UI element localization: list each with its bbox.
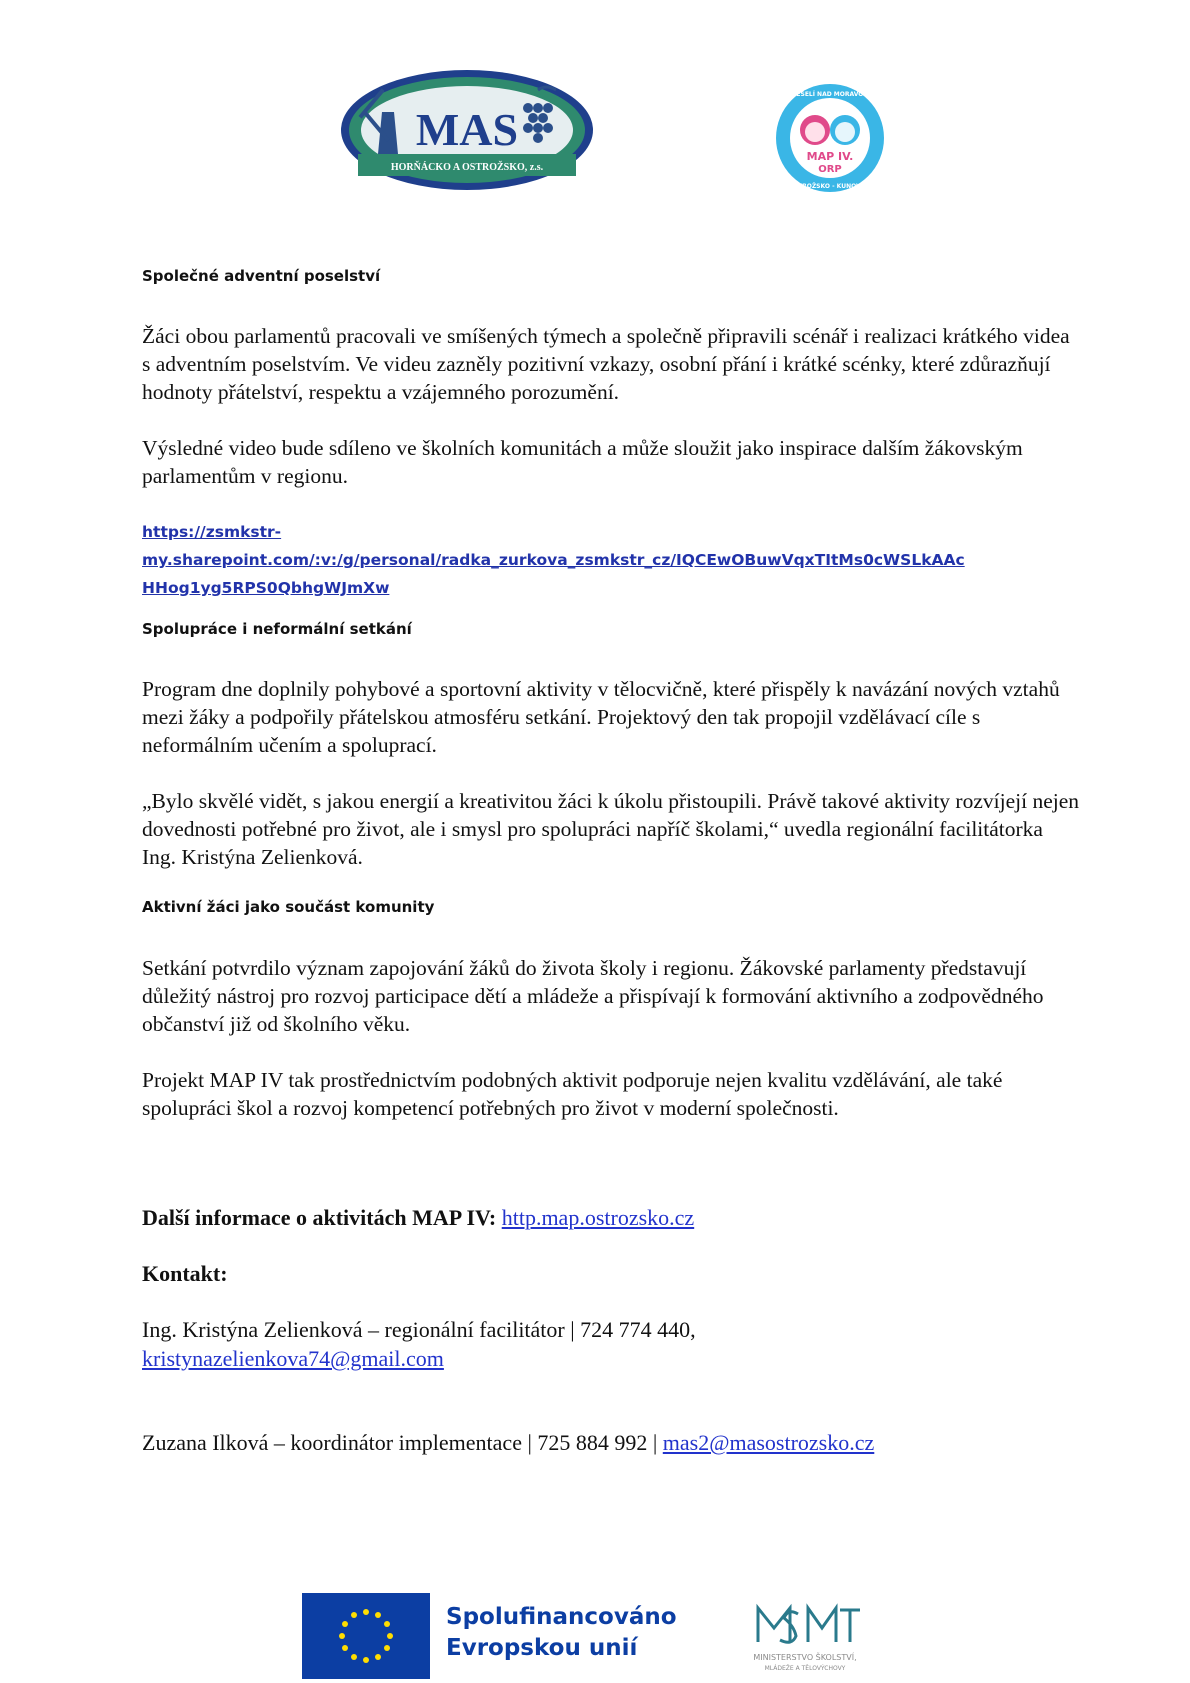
contact-person-1: Ing. Kristýna Zelienková – regionální facilitátor | 724 774 440,	[142, 1317, 696, 1342]
contact-person-2: Zuzana Ilková – koordinátor implementace | 725 884 992 |	[142, 1430, 658, 1455]
paragraph: Projekt MAP IV tak prostřednictvím podobných aktivit podporuje nejen kvalitu vzdělávání, ale také spolupráci škol a rozvoj kompetencí potřebných pro život v moderní společnosti.	[142, 1068, 1003, 1120]
eu-text-line: Spolufinancováno	[446, 1604, 677, 1630]
contact-label: Kontakt:	[142, 1261, 228, 1286]
video-link-line[interactable]: my.sharepoint.com/:v:/g/personal/radka_zurkova_zsmkstr_cz/IQCEwOBuwVqxTItMs0cWSLkAAc	[142, 551, 965, 569]
section-heading: Aktivní žáci jako součást komunity	[142, 898, 435, 916]
section-heading: Spolupráce i neformální setkání	[142, 620, 412, 638]
eu-text-line: Evropskou unií	[446, 1635, 638, 1661]
eu-flag-icon	[302, 1593, 430, 1679]
map-iv-logo	[768, 82, 892, 194]
paragraph: Program dne doplnily pohybové a sportovní aktivity v tělocvičně, které přispěly k navázání nových vztahů mezi žáky a podpořily přátelskou atmosféru setkání. Projektový den tak propojil vzdělávací cíle s neformálním učením a spoluprací.	[142, 677, 1060, 757]
msmt-line-2: MLÁDEŽE A TĚLOVÝCHOVY	[764, 1665, 846, 1672]
paragraph: Žáci obou parlamentů pracovali ve smíšených týmech a společně připravili scénář i realizaci krátkého videa s adventním poselstvím. Ve videu zazněly pozitivní vzkazy, osobní přání i krátké scénky, které zdůrazňují hodnoty přátelství, respektu a vzájemného porozumění.	[142, 324, 1070, 404]
mas-logo-name: MAS	[415, 104, 519, 155]
eu-cofunding-text	[446, 1602, 677, 1664]
contact-heading	[142, 1261, 228, 1287]
mas-logo-subtitle: HORŇÁCKO A OSTROŽSKO, z.s.	[390, 162, 544, 173]
more-info-label: Další informace o aktivitách MAP IV:	[142, 1205, 497, 1230]
msmt-logo	[720, 1598, 890, 1678]
map-logo-ring-bottom: OSTROŽSKO - KUNOVICE	[788, 183, 872, 190]
contact-email-1-line	[142, 1346, 444, 1372]
video-link[interactable]	[142, 518, 1072, 602]
map-logo-label: MAP IV.	[806, 150, 854, 163]
mas-logo	[338, 68, 596, 193]
paragraph: „Bylo skvělé vidět, s jakou energií a kreativitou žáci k úkolu přistoupili. Právě takové aktivity rozvíjejí nejen dovednosti potřebné pro život, ale i smysl pro spolupráci napříč školami,“ uvedla regionální facilitátorka Ing. Kristýna Zelienková.	[142, 789, 1080, 869]
video-link-line[interactable]: HHog1yg5RPS0QbhgWJmXw	[142, 579, 390, 597]
map-logo-ring-top: VESELÍ NAD MORAVOU	[791, 91, 869, 98]
more-info-link[interactable]: http.map.ostrozsko.cz	[501, 1205, 695, 1230]
contact-person-2-line	[142, 1430, 874, 1456]
more-info-line	[142, 1205, 694, 1231]
msmt-line-1: MINISTERSTVO ŠKOLSTVÍ,	[753, 1653, 857, 1662]
map-logo-orp: ORP	[818, 164, 842, 175]
video-link-line[interactable]: https://zsmkstr-	[142, 523, 282, 541]
contact-email-2[interactable]: mas2@masostrozsko.cz	[662, 1430, 875, 1455]
paragraph: Setkání potvrdilo význam zapojování žáků do života školy i regionu. Žákovské parlamenty představují důležitý nástroj pro rozvoj participace dětí a mládeže a přispívají k formování aktivního a zodpovědného občanství již od školního věku.	[142, 956, 1044, 1036]
section-heading: Společné adventní poselství	[142, 267, 381, 285]
paragraph: Výsledné video bude sdíleno ve školních komunitách a může sloužit jako inspirace dalším žákovským parlamentům v regionu.	[142, 436, 1023, 488]
contact-email-1[interactable]: kristynazelienkova74@gmail.com	[142, 1346, 444, 1371]
